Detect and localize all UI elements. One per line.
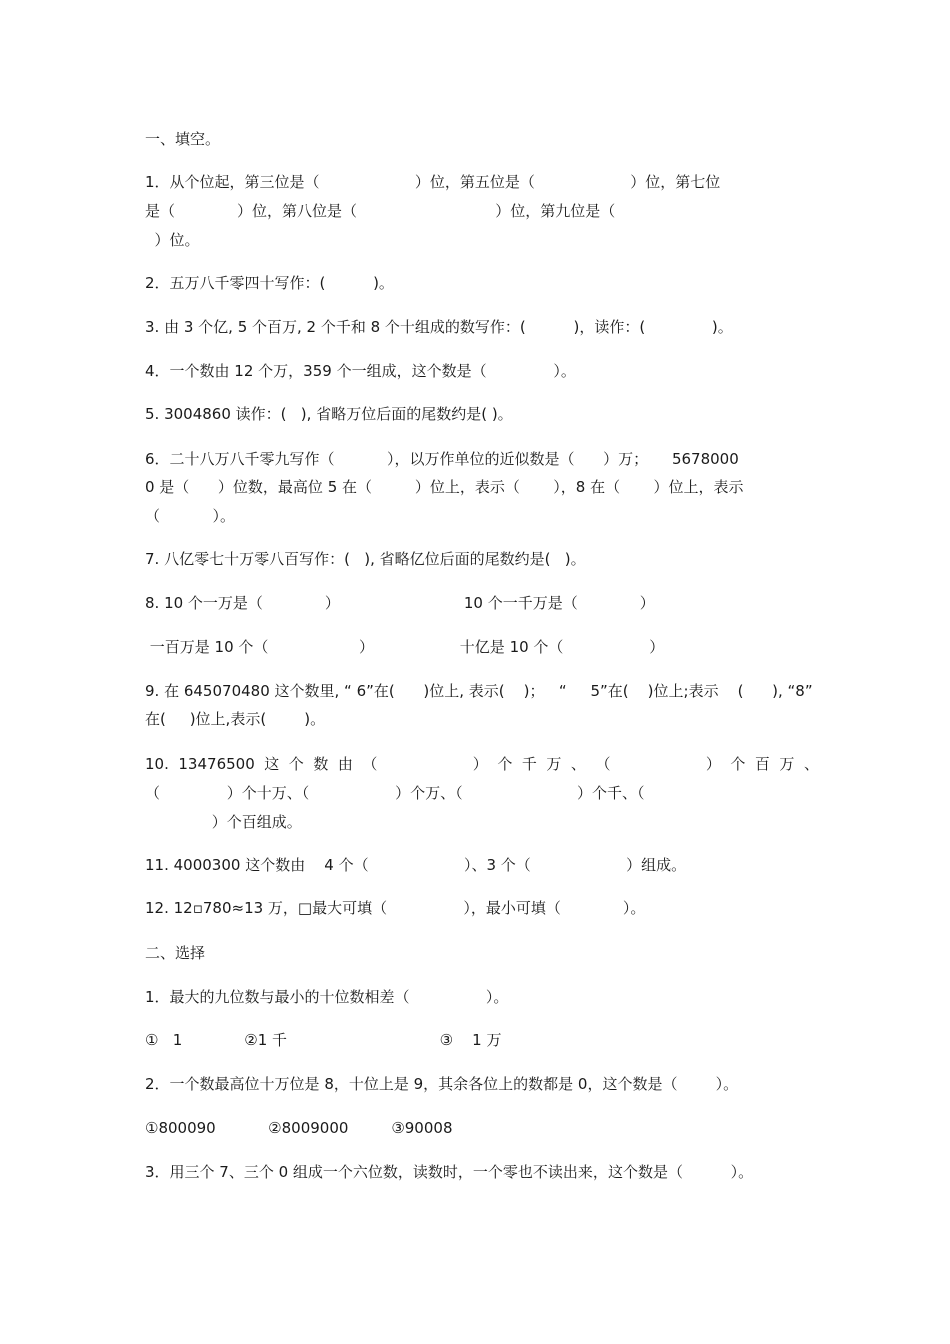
choice-q1-options: ① 1 ②1 千 ③ 1 万 <box>145 1031 502 1049</box>
section-2-heading: 二、选择 <box>145 944 206 962</box>
q10-line1: 10. 13476500 这 个 数 由 （ ） 个 千 万 、 （ ） 个 百 万 、 <box>145 755 819 773</box>
q4-text: 4．一个数由 12 个万，359 个一组成，这个数是（ ）。 <box>145 362 576 380</box>
choice-q1-text: 1．最大的九位数与最小的十位数相差（ ）。 <box>145 988 509 1006</box>
q6-line3: （ ）。 <box>145 507 235 525</box>
q1-line1: 1．从个位起，第三位是（ ）位，第五位是（ ）位，第七位 <box>145 173 721 191</box>
q3-text: 3. 由 3 个亿, 5 个百万, 2 个千和 8 个十组成的数写作：( )，读作：( )。 <box>145 318 733 336</box>
section-1-heading: 一、填空。 <box>145 130 221 148</box>
q1-line2: 是（ ）位，第八位是（ ）位，第九位是（ <box>145 202 616 220</box>
choice-q3-text: 3．用三个 7、三个 0 组成一个六位数，读数时，一个零也不读出来，这个数是（ ）。 <box>145 1163 754 1181</box>
q8-line2: 一百万是 10 个（ ） 十亿是 10 个（ ） <box>145 638 665 656</box>
q12-text: 12. 12▫780≈13 万，□最大可填（ ），最小可填（ ）。 <box>145 899 646 917</box>
q6-line1: 6．二十八万八千零九写作（ ），以万作单位的近似数是（ ）万； 5678000 <box>145 450 739 468</box>
q8-line1: 8. 10 个一万是（ ） 10 个一千万是（ ） <box>145 594 655 612</box>
q2-text: 2．五万八千零四十写作：( )。 <box>145 274 394 292</box>
q5-text: 5. 3004860 读作：( ), 省略万位后面的尾数约是( )。 <box>145 405 513 423</box>
q9-line1: 9. 在 645070480 这个数里, “ 6”在( )位上, 表示( )； “ 5”在( )位上;表示 ( ), “8” <box>145 682 813 700</box>
q7-text: 7. 八亿零七十万零八百写作：( ), 省略亿位后面的尾数约是( )。 <box>145 550 586 568</box>
q11-text: 11. 4000300 这个数由 4 个（ ）、3 个（ ）组成。 <box>145 856 687 874</box>
q1-line3: ）位。 <box>145 231 200 249</box>
q10-line3: ）个百组成。 <box>145 813 302 831</box>
choice-q2-options: ①800090 ②8009000 ③90008 <box>145 1119 453 1137</box>
choice-q2-text: 2．一个数最高位十万位是 8，十位上是 9，其余各位上的数都是 0，这个数是（ ）。 <box>145 1075 739 1093</box>
q6-line2: 0 是（ ）位数，最高位 5 在（ ）位上，表示（ ），8 在（ ）位上，表示 <box>145 478 744 496</box>
q10-line2: （ ）个十万、（ ）个万、（ ）个千、（ <box>145 784 645 802</box>
q9-line2: 在( )位上,表示( )。 <box>145 710 326 728</box>
